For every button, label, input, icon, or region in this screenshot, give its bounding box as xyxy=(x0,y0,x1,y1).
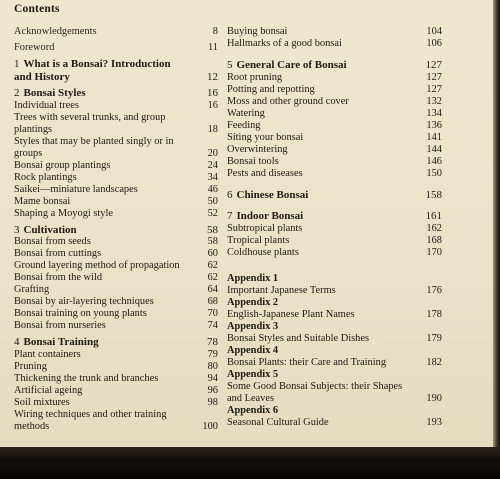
chapter-entry xyxy=(227,210,442,223)
section-entry xyxy=(227,247,442,259)
page-number: 12 xyxy=(207,70,218,83)
page-number: 62 xyxy=(207,272,218,283)
section-entry xyxy=(227,235,442,247)
section-entry xyxy=(14,112,218,136)
section-entry xyxy=(14,320,218,332)
section-entry xyxy=(14,260,218,272)
section-entry xyxy=(227,156,442,168)
chapter-title: Chinese Bonsai xyxy=(236,188,309,201)
entry-title: Seasonal Cultural Guide xyxy=(227,416,329,428)
chapter-title: Indoor Bonsai xyxy=(236,210,304,222)
chapter-entry xyxy=(14,336,218,349)
entry-title: Subtropical plants xyxy=(227,222,303,234)
page-number: 179 xyxy=(426,332,442,344)
page-number: 64 xyxy=(207,284,218,295)
appendix-heading xyxy=(227,369,442,381)
section-entry xyxy=(14,248,218,260)
section-entry xyxy=(14,409,218,433)
entry-title: Rock plantings xyxy=(14,171,77,183)
page-number: 50 xyxy=(207,195,218,207)
chapter-title: General Care of Bonsai xyxy=(236,59,347,71)
chapter-number: 1 xyxy=(14,58,20,70)
page-number: 8 xyxy=(212,26,218,37)
page-number: 52 xyxy=(207,207,218,219)
section-entry xyxy=(14,296,218,308)
page-number: 132 xyxy=(426,95,442,107)
entry-title: Root pruning xyxy=(227,71,283,83)
entry-title: Wiring techniques and other training methods xyxy=(14,408,167,432)
appendix-heading xyxy=(227,345,442,357)
page-number: 16 xyxy=(207,99,218,111)
page-number: 68 xyxy=(207,296,218,307)
entry-title: Pruning xyxy=(14,360,47,372)
section-entry xyxy=(14,361,218,373)
page-number: 146 xyxy=(426,155,442,167)
section-entry xyxy=(227,132,442,144)
section-entry xyxy=(227,381,442,405)
entry-title: Plant containers xyxy=(14,348,81,360)
section-entry xyxy=(14,208,218,220)
page-number: 127 xyxy=(426,71,442,83)
section-entry xyxy=(227,84,442,96)
entry-title: Mame bonsai xyxy=(14,195,71,207)
entry-title: Foreword xyxy=(14,42,55,53)
page-number: 96 xyxy=(207,384,218,396)
page-number: 34 xyxy=(207,171,218,183)
entry-title: Ground layering method of propagation xyxy=(14,260,180,271)
section-entry xyxy=(227,285,442,297)
entry-title: Tropical plants xyxy=(227,234,290,246)
entry-title: Styles that may be planted singly or in groups xyxy=(14,135,174,159)
entry-title: Moss and other ground cover xyxy=(227,95,349,107)
section-entry xyxy=(14,184,218,196)
page-number: 170 xyxy=(426,246,442,258)
section-entry xyxy=(14,272,218,284)
contents-column-right xyxy=(227,26,442,429)
section-entry xyxy=(14,136,218,160)
page-number: 176 xyxy=(426,284,442,296)
section-entry xyxy=(14,100,218,112)
chapter-entry xyxy=(14,58,218,83)
page-number: 158 xyxy=(425,188,442,201)
chapter-title: Cultivation xyxy=(23,223,77,236)
entry-title: English-Japanese Plant Names xyxy=(227,308,355,320)
section-entry xyxy=(227,26,442,38)
page-number: 134 xyxy=(426,107,442,119)
entry-title: Bonsai training on young plants xyxy=(14,308,147,319)
page-number: 46 xyxy=(207,183,218,195)
section-entry xyxy=(14,236,218,248)
page-number: 162 xyxy=(426,222,442,234)
section-entry xyxy=(14,284,218,296)
section-entry xyxy=(227,168,442,180)
entry-title: Grafting xyxy=(14,284,50,295)
section-entry xyxy=(227,38,442,50)
section-entry xyxy=(227,417,442,429)
entry-title: Appendix 4 xyxy=(227,344,279,356)
entry-title: Siting your bonsai xyxy=(227,131,304,143)
page-number: 58 xyxy=(207,236,218,247)
entry-title: Appendix 1 xyxy=(227,272,279,284)
section-entry xyxy=(227,120,442,132)
page-number: 74 xyxy=(207,320,218,331)
entry-title: Appendix 3 xyxy=(227,320,279,332)
chapter-title: Bonsai Styles xyxy=(23,87,86,99)
entry-title: Trees with several trunks, and group plantings xyxy=(14,111,166,135)
section-entry xyxy=(14,397,218,409)
entry-title: Individual trees xyxy=(14,99,79,111)
page-number: 104 xyxy=(426,26,442,37)
page-number: 168 xyxy=(426,234,442,246)
page-number: 106 xyxy=(426,38,442,49)
entry-title: Appendix 5 xyxy=(227,368,279,380)
page-bottom-shadow xyxy=(0,447,500,479)
page-number: 98 xyxy=(207,396,218,408)
entry-title: Bonsai Styles and Suitable Dishes xyxy=(227,332,369,344)
entry-title: Saikei—miniature landscapes xyxy=(14,183,138,195)
page-number: 80 xyxy=(207,360,218,372)
entry-title: Overwintering xyxy=(227,143,288,155)
page-number: 18 xyxy=(207,123,218,135)
page-number: 141 xyxy=(426,131,442,143)
entry-title: Bonsai tools xyxy=(227,155,279,167)
section-entry xyxy=(14,308,218,320)
contents-heading: Contents xyxy=(14,3,60,15)
chapter-title: What is a Bonsai? Introduction and History xyxy=(14,58,171,83)
chapter-number: 2 xyxy=(14,87,20,99)
section-entry xyxy=(227,108,442,120)
section-entry xyxy=(227,223,442,235)
page-number: 190 xyxy=(426,392,442,404)
entry-title: Buying bonsai xyxy=(227,26,288,37)
page-number: 193 xyxy=(426,416,442,428)
section-entry xyxy=(227,357,442,369)
front-matter-entry xyxy=(14,26,218,38)
entry-title: Watering xyxy=(227,107,265,119)
section-entry xyxy=(227,72,442,84)
chapter-entry xyxy=(14,224,218,237)
page-number: 100 xyxy=(202,420,218,432)
chapter-entry xyxy=(227,59,442,72)
appendix-heading xyxy=(227,405,442,417)
entry-title: Thickening the trunk and branches xyxy=(14,372,159,384)
chapter-entry xyxy=(14,87,218,100)
chapter-title: Bonsai Training xyxy=(23,336,99,348)
section-entry xyxy=(227,333,442,345)
page-number: 79 xyxy=(207,348,218,360)
page-number: 136 xyxy=(426,119,442,131)
section-entry xyxy=(14,172,218,184)
page-number: 94 xyxy=(207,372,218,384)
entry-title: Bonsai from nurseries xyxy=(14,320,106,331)
entry-title: Potting and repotting xyxy=(227,83,315,95)
entry-title: Feeding xyxy=(227,119,261,131)
page-number: 182 xyxy=(426,356,442,368)
chapter-number: 5 xyxy=(227,59,233,71)
chapter-number: 3 xyxy=(14,223,20,236)
chapter-number: 6 xyxy=(227,188,233,201)
page-number: 127 xyxy=(425,59,442,71)
page-number: 58 xyxy=(207,223,218,236)
entry-title: Shaping a Moyogi style xyxy=(14,207,113,219)
entry-title: Pests and diseases xyxy=(227,167,303,179)
entry-title: Bonsai from seeds xyxy=(14,236,91,247)
appendix-heading xyxy=(227,297,442,309)
section-entry xyxy=(14,160,218,172)
section-entry xyxy=(227,309,442,321)
page-number: 150 xyxy=(426,167,442,179)
entry-title: Coldhouse plants xyxy=(227,246,299,258)
entry-title: Some Good Bonsai Subjects: their Shapes and Leaves xyxy=(227,380,403,404)
page-number: 20 xyxy=(207,147,218,159)
page-number: 16 xyxy=(207,87,218,99)
page-number: 62 xyxy=(207,260,218,271)
entry-title: Appendix 6 xyxy=(227,404,279,416)
entry-title: Acknowledgements xyxy=(14,26,97,37)
entry-title: Bonsai from the wild xyxy=(14,272,103,283)
chapter-number: 4 xyxy=(14,336,20,348)
page-number: 178 xyxy=(426,308,442,320)
entry-title: Bonsai from cuttings xyxy=(14,248,102,259)
chapter-number: 7 xyxy=(227,210,233,222)
section-entry xyxy=(227,144,442,156)
entry-title: Appendix 2 xyxy=(227,296,279,308)
contents-column-left xyxy=(14,26,218,433)
chapter-entry xyxy=(227,189,442,202)
appendix-heading xyxy=(227,273,442,285)
page-number: 161 xyxy=(425,210,442,222)
section-entry xyxy=(14,349,218,361)
front-matter-entry xyxy=(14,42,218,54)
section-entry xyxy=(14,373,218,385)
entry-title: Bonsai by air-layering techniques xyxy=(14,296,154,307)
page-number: 11 xyxy=(207,42,218,53)
entry-title: Artificial ageing xyxy=(14,384,83,396)
page-number: 60 xyxy=(207,248,218,259)
page-number: 78 xyxy=(207,336,218,348)
entry-title: Hallmarks of a good bonsai xyxy=(227,38,342,49)
entry-title: Bonsai group plantings xyxy=(14,159,111,171)
page-number: 127 xyxy=(426,83,442,95)
entry-title: Soil mixtures xyxy=(14,396,70,408)
page-number: 144 xyxy=(426,143,442,155)
appendix-heading xyxy=(227,321,442,333)
entry-title: Bonsai Plants: their Care and Training xyxy=(227,356,387,368)
section-entry xyxy=(14,196,218,208)
entry-title: Important Japanese Terms xyxy=(227,284,336,296)
section-entry xyxy=(14,385,218,397)
page-number: 70 xyxy=(207,308,218,319)
page-edge-shadow xyxy=(493,0,500,447)
page-number: 24 xyxy=(207,159,218,171)
section-entry xyxy=(227,96,442,108)
